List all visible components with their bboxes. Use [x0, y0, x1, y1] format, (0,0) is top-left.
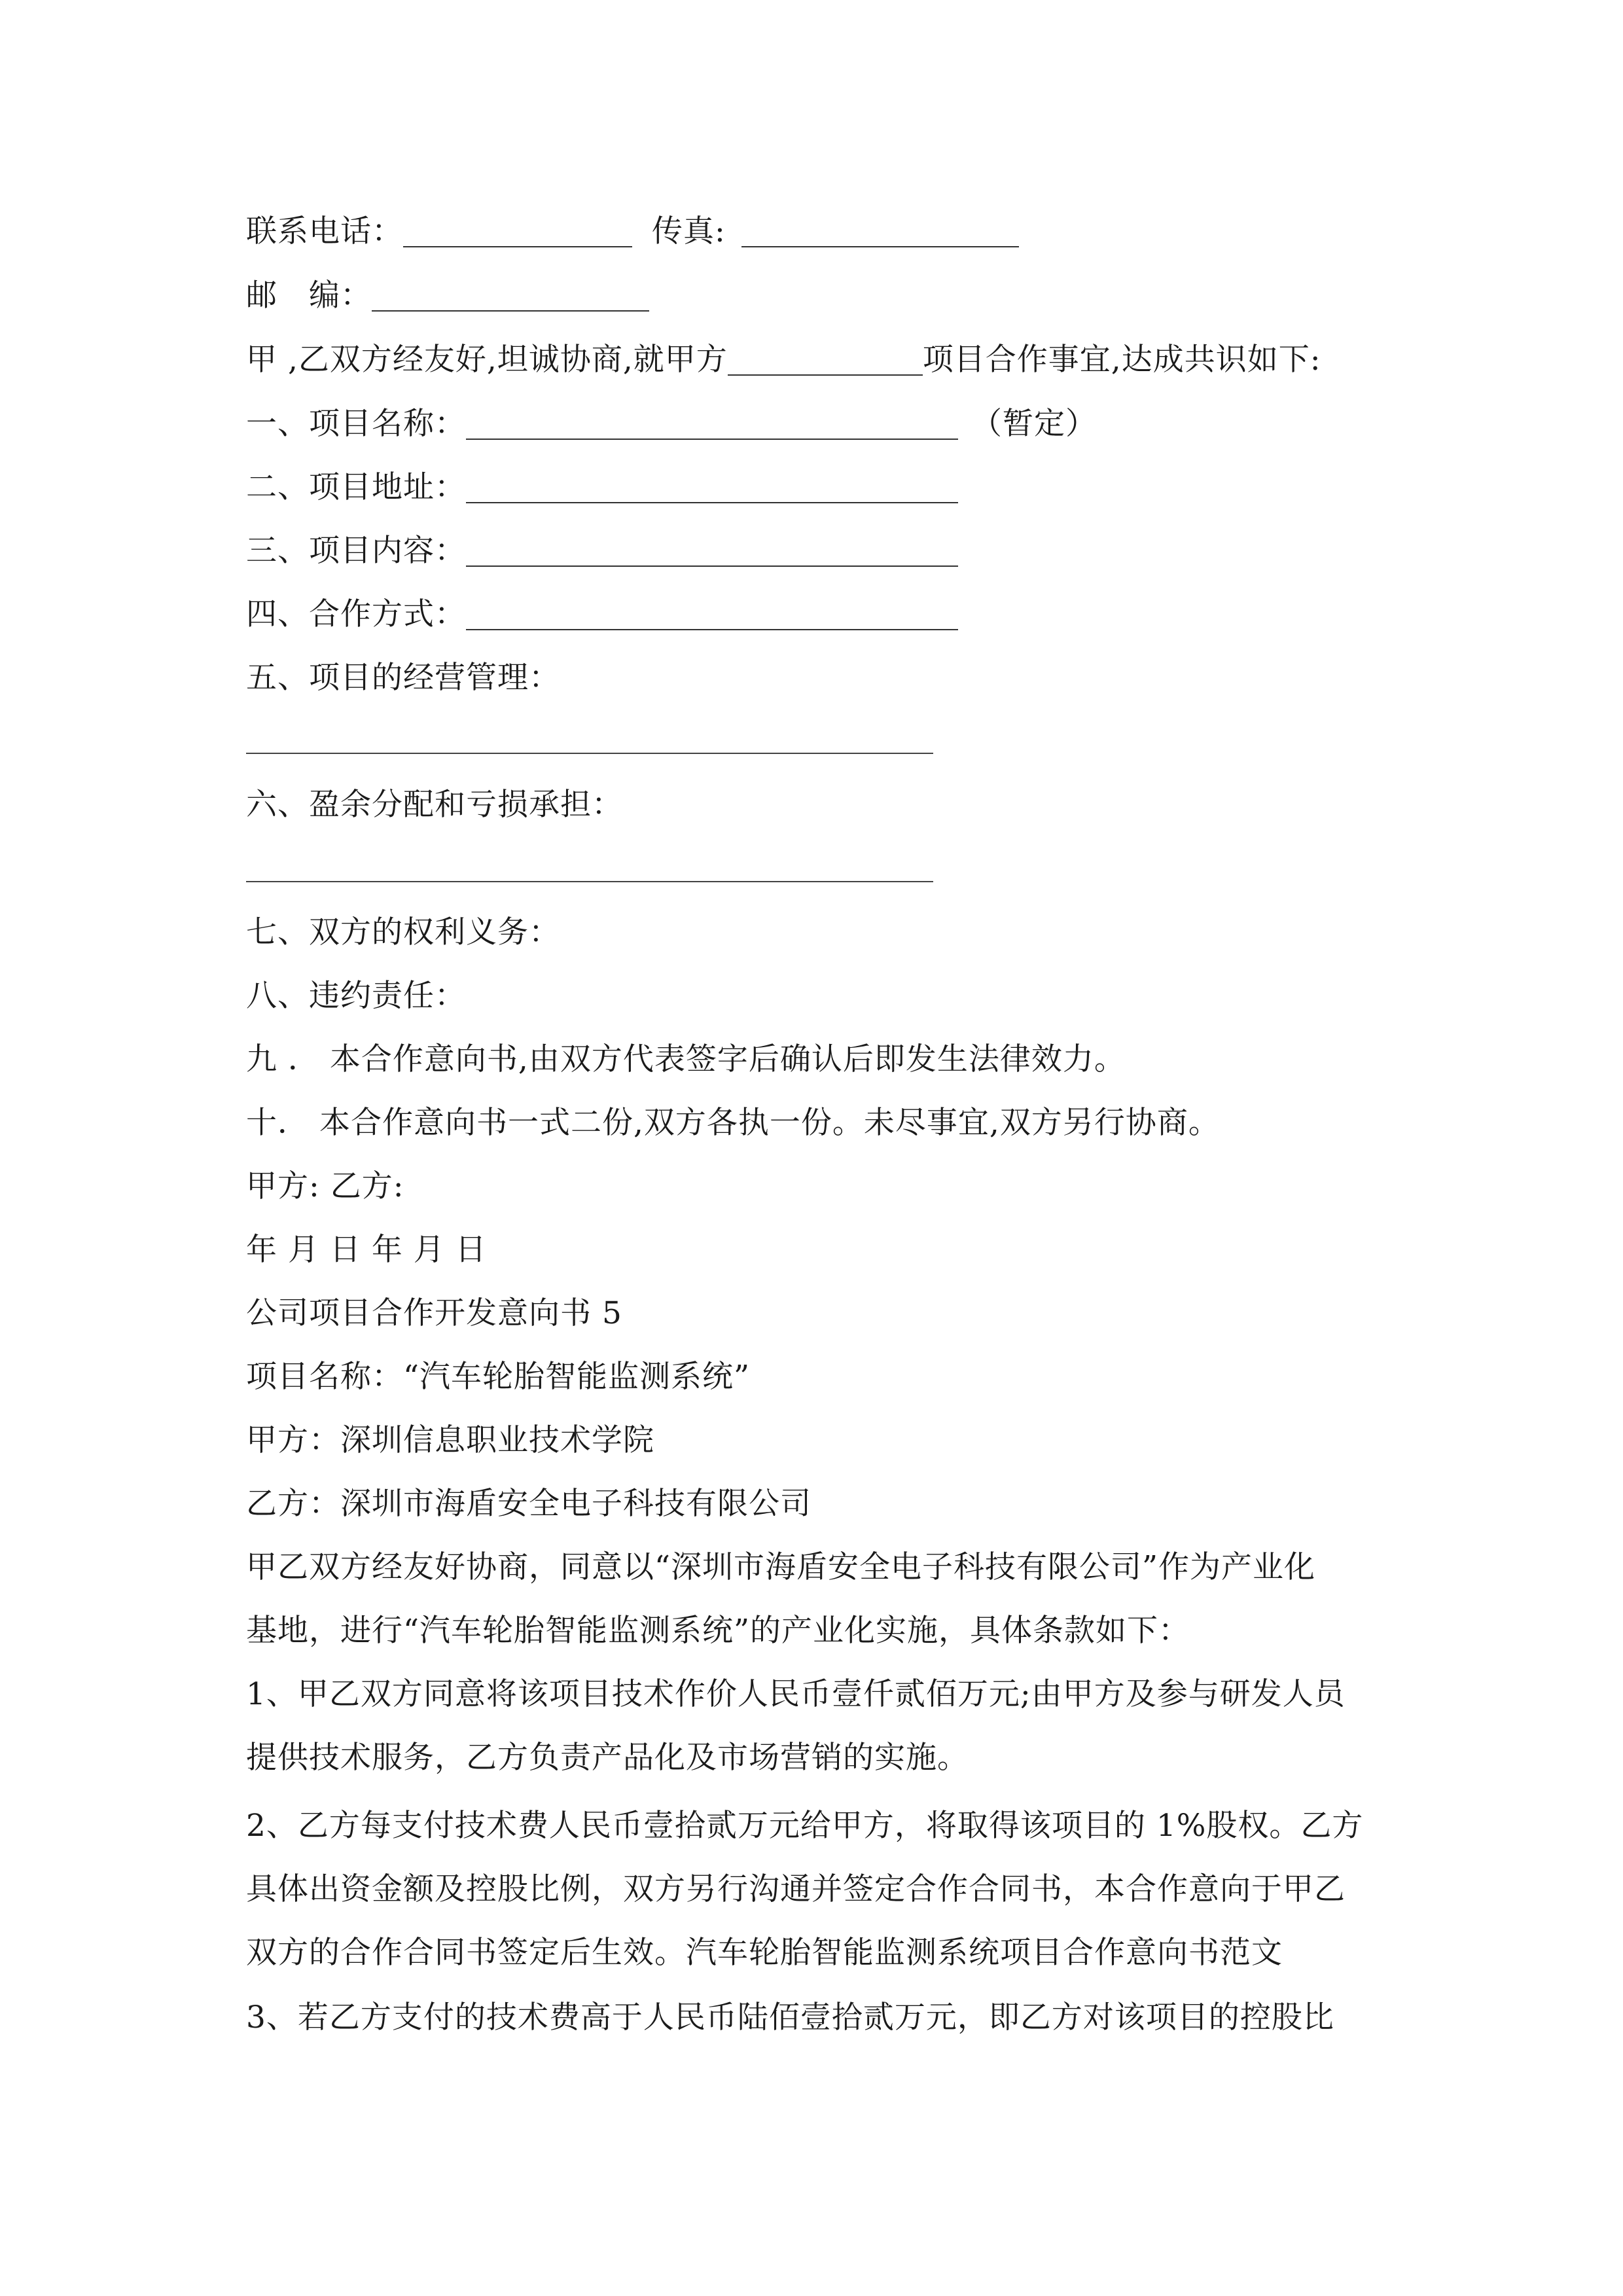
intro-blank — [728, 338, 923, 376]
phone-label: 联系电话： — [246, 213, 403, 249]
paragraph-line — [246, 1793, 1363, 1852]
breach-text: 八、违约责任： — [246, 977, 466, 1014]
project-name-note: （暂定） — [971, 405, 1097, 442]
paragraph-line — [246, 1662, 1346, 1721]
paragraph-line — [246, 1920, 1283, 1979]
intro-line — [246, 327, 1321, 386]
postcode-label: 邮 编： — [246, 277, 372, 314]
management-label: 五、项目的经营管理： — [246, 659, 560, 696]
fax-label: 传真: — [652, 213, 726, 249]
project-name-blank — [466, 402, 958, 440]
paragraph-text: 1、甲乙双方同意将该项目技术作价人民币壹仟贰佰万元;由甲方及参与研发人员 — [246, 1676, 1346, 1712]
paragraph-line — [246, 1857, 1346, 1916]
paragraph-text: 双方的合作合同书签定后生效。汽车轮胎智能监测系统项目合作意向书范文 — [246, 1934, 1283, 1971]
paragraph-line — [246, 1535, 1315, 1594]
project-address-blank — [466, 465, 958, 503]
paragraph-text: 2、乙方每支付技术费人民币壹拾贰万元给甲方，将取得该项目的 1%股权。乙方 — [246, 1807, 1364, 1844]
party-b-line — [246, 1471, 812, 1530]
cooperation-mode-blank — [466, 592, 958, 630]
contact-phone-line — [246, 199, 1019, 258]
paragraph-text: 基地，进行“汽车轮胎智能监测系统”的产业化实施，具体条款如下： — [246, 1612, 1190, 1649]
party-a-line — [246, 1408, 654, 1467]
breach-line — [246, 963, 466, 1022]
project-content-blank — [466, 529, 958, 567]
rights-line — [246, 900, 560, 959]
phone-blank — [403, 209, 632, 247]
doc-title-text: 公司项目合作开发意向书 5 — [246, 1295, 622, 1331]
paragraph-text: 提供技术服务，乙方负责产品化及市场营销的实施。 — [246, 1739, 969, 1776]
paragraph-line — [246, 1725, 969, 1784]
profit-blank — [246, 881, 933, 882]
clause-nine-line — [246, 1027, 1126, 1086]
paragraph-text: 3、若乙方支付的技术费高于人民币陆佰壹拾贰万元，即乙方对该项目的控股比 — [246, 1999, 1334, 2036]
project-content-label: 三、项目内容： — [246, 532, 466, 569]
intro-pre: 甲 ,乙双方经友好,坦诚协商,就甲方 — [246, 341, 728, 378]
paragraph-text: 甲乙双方经友好协商，同意以“深圳市海盾安全电子科技有限公司”作为产业化 — [246, 1549, 1316, 1585]
paragraph-line — [246, 1598, 1190, 1657]
party-b-text: 乙方：深圳市海盾安全电子科技有限公司 — [246, 1485, 812, 1522]
party-a-text: 甲方：深圳信息职业技术学院 — [246, 1422, 654, 1458]
project-name-label: 一、项目名称： — [246, 405, 466, 442]
postcode-blank — [372, 274, 649, 312]
management-line — [246, 645, 560, 704]
project-title-line — [246, 1344, 750, 1403]
management-blank — [246, 753, 933, 754]
date-line — [246, 1217, 487, 1276]
paragraph-text: 具体出资金额及控股比例，双方另行沟通并签定合作合同书，本合作意向于甲乙 — [246, 1871, 1346, 1907]
project-address-line — [246, 455, 958, 514]
postcode-line — [246, 263, 649, 322]
project-content-line — [246, 518, 958, 577]
clause-ten-line — [246, 1090, 1220, 1149]
project-name-line — [246, 391, 1097, 450]
cooperation-mode-line — [246, 582, 958, 641]
project-address-label: 二、项目地址： — [246, 469, 466, 505]
rights-text: 七、双方的权利义务： — [246, 914, 560, 950]
profit-label: 六、盈余分配和亏损承担： — [246, 786, 623, 823]
clause-nine-text: 九 ． 本合作意向书,由双方代表签字后确认后即发生法律效力。 — [246, 1041, 1126, 1077]
profit-line — [246, 772, 623, 831]
project-title-text: 项目名称：“汽车轮胎智能监测系统” — [246, 1358, 751, 1395]
paragraph-line — [246, 1985, 1334, 2044]
parties-text: 甲方: 乙方: — [246, 1168, 404, 1204]
cooperation-mode-label: 四、合作方式： — [246, 596, 466, 632]
doc-title-line — [246, 1281, 622, 1340]
parties-line — [246, 1154, 404, 1213]
fax-blank — [741, 209, 1019, 247]
intro-post: 项目合作事宜,达成共识如下: — [922, 341, 1321, 378]
clause-ten-text: 十． 本合作意向书一式二份,双方各执一份。未尽事宜,双方另行协商。 — [246, 1104, 1220, 1141]
date-text: 年 月 日 年 月 日 — [246, 1231, 487, 1268]
